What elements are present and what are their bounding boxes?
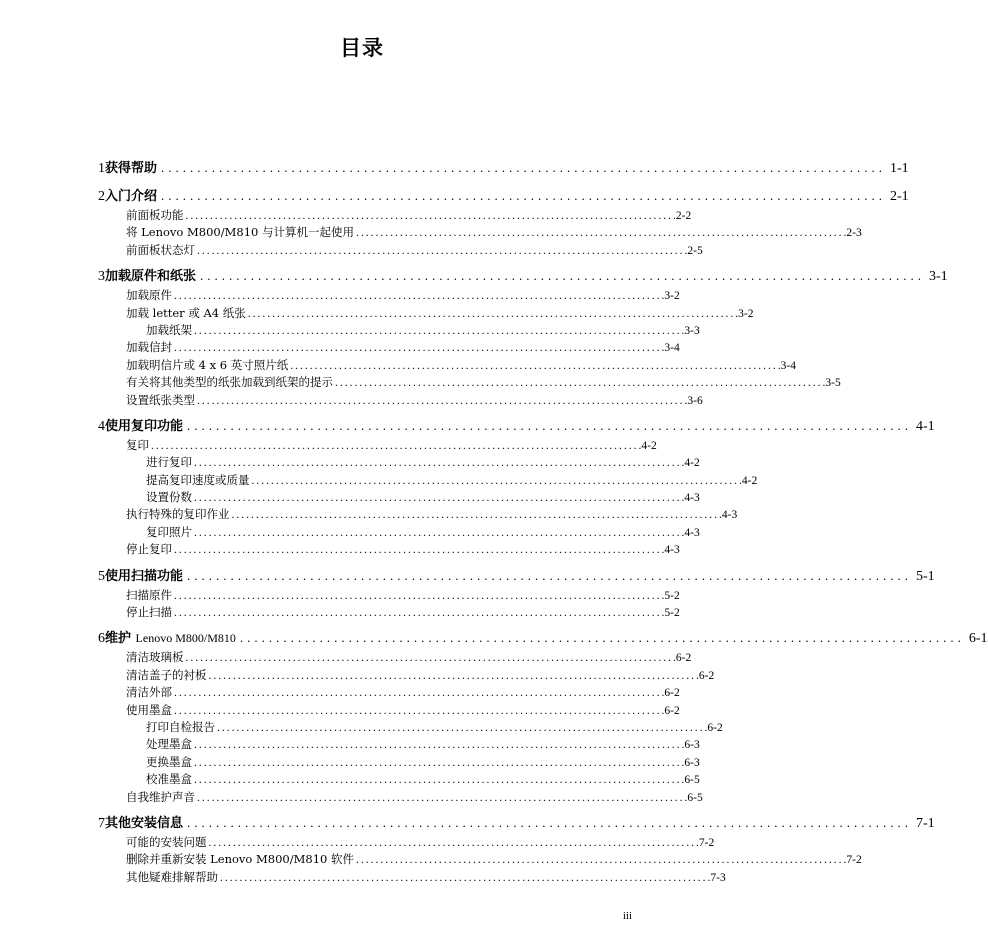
entry-title: 更换墨盒 — [146, 754, 192, 769]
page-number: iii — [622, 910, 632, 922]
toc-entry[interactable] — [98, 649, 692, 666]
toc-chapter[interactable] — [98, 265, 948, 287]
entry-page: .6-5 — [681, 774, 700, 787]
toc-entry[interactable] — [98, 667, 715, 684]
toc-subentry[interactable] — [98, 524, 700, 541]
chapter-title: 获得帮助 — [105, 161, 158, 176]
chapter-number: 1 — [98, 161, 105, 176]
dot-leader: .................................................................................................... — [208, 836, 696, 849]
entry-page: .4-2 — [739, 474, 758, 487]
toc-chapter[interactable] — [98, 627, 988, 649]
dot-leader: .................................................................................................... — [151, 439, 639, 452]
entry-title: 提高复印速度或质量 — [146, 472, 250, 487]
toc-entry[interactable] — [98, 374, 841, 391]
dot-leader: .................................................................................................... — [194, 457, 682, 470]
toc-subentry[interactable] — [98, 489, 700, 506]
chapter-title: 入门介绍 — [105, 189, 158, 204]
dot-leader: .................................................................................................... — [194, 756, 682, 769]
dot-leader: .................................................................................................... — [231, 509, 719, 522]
entry-page: .5-2 — [661, 589, 680, 602]
entry-page: .4-3 — [661, 544, 680, 557]
dot-leader: .................................................................................................... — [185, 210, 673, 222]
entry-page: .6-5 — [684, 791, 703, 804]
dot-leader: .................................................................................................... — [355, 854, 844, 867]
entry-page: .3-4 — [777, 359, 796, 372]
entry-page: .2-2 — [673, 210, 692, 222]
chapter-page: 2-1 — [890, 189, 909, 204]
entry-page: .6-2 — [696, 669, 715, 682]
entry-title: 复印照片 — [146, 524, 192, 539]
entry-title: 处理墨盒 — [146, 737, 192, 752]
chapter-page: 4-1 — [916, 418, 935, 434]
chapter-title: 维护 Lenovo M800/M810 — [105, 631, 236, 647]
dot-leader: .................................................................................................... — [187, 417, 913, 433]
chapter-title: 使用复印功能 — [105, 418, 184, 434]
toc-entry[interactable] — [98, 437, 657, 454]
entry-page: .4-3 — [681, 526, 700, 539]
toc-subentry[interactable] — [98, 454, 700, 471]
entry-title: 打印自检报告 — [146, 719, 215, 734]
toc-subentry[interactable] — [98, 322, 700, 339]
dot-leader: .................................................................................................... — [194, 492, 682, 505]
entry-title: 停止扫描 — [126, 605, 172, 620]
entry-page: .3-2 — [735, 307, 754, 320]
entry-page: .3-5 — [822, 377, 841, 390]
entry-page: .3-6 — [684, 394, 703, 407]
dot-leader: .................................................................................................... — [187, 567, 913, 583]
entry-title: 加载纸架 — [146, 322, 192, 337]
entry-title: 删除并重新安装 Lenovo M800/M810 软件 — [126, 852, 354, 867]
entry-title: 将 Lenovo M800/M810 与计算机一起使用 — [126, 225, 354, 240]
toc-subentry[interactable] — [98, 472, 758, 489]
entry-title: 加载明信片或 4 x 6 英寸照片纸 — [126, 357, 289, 372]
entry-title: 复印 — [126, 437, 149, 452]
dot-leader: .................................................................................................... — [194, 774, 682, 787]
toc-chapter[interactable] — [98, 812, 935, 834]
dot-leader: .................................................................................................... — [239, 630, 965, 646]
entry-title: 清洁盖子的衬板 — [126, 667, 207, 682]
chapter-page: 3-1 — [929, 269, 948, 285]
dot-leader: .................................................................................................... — [355, 227, 844, 240]
entry-page: .2-3 — [843, 227, 862, 240]
entry-page: .7-2 — [843, 854, 862, 867]
toc-entry[interactable] — [98, 392, 703, 409]
entry-page: .3-2 — [661, 290, 680, 303]
toc-entry[interactable] — [98, 587, 680, 604]
dot-leader: .................................................................................................... — [251, 474, 739, 487]
entry-title: 校准墨盒 — [146, 772, 192, 787]
entry-title: 设置纸张类型 — [126, 392, 195, 407]
chapter-number: 7 — [98, 815, 105, 831]
entry-page: .6-2 — [673, 652, 692, 665]
entry-page: .3-3 — [681, 324, 700, 337]
chapter-title: 使用扫描功能 — [105, 568, 184, 584]
entry-title: 其他疑难排解帮助 — [126, 869, 218, 884]
toc-subentry[interactable] — [98, 771, 700, 788]
chapter-number: 6 — [98, 631, 105, 647]
entry-title: 前面板状态灯 — [126, 242, 195, 257]
entry-page: .4-2 — [638, 439, 657, 452]
toc-entry[interactable] — [98, 305, 754, 322]
entry-title: 加载 letter 或 A4 纸张 — [126, 305, 246, 320]
dot-leader: .................................................................................................... — [174, 687, 662, 700]
toc-chapter[interactable] — [98, 565, 935, 587]
dot-leader: .................................................................................................... — [220, 871, 708, 884]
chapter-number: 3 — [98, 269, 105, 285]
dot-leader: .................................................................................................... — [161, 188, 887, 203]
entry-title: 清洁玻璃板 — [126, 650, 184, 665]
toc-subentry[interactable] — [98, 719, 723, 736]
chapter-page: 6-1 — [968, 631, 988, 647]
entry-page: .4-3 — [681, 492, 700, 505]
chapter-number: 5 — [98, 568, 105, 584]
entry-page: .4-2 — [681, 457, 700, 470]
entry-title: 有关将其他类型的纸张加载到纸架的提示 — [126, 375, 333, 390]
dot-leader: .................................................................................................... — [174, 589, 662, 602]
entry-page: .5-2 — [661, 607, 680, 620]
entry-page: .7-2 — [696, 836, 715, 849]
dot-leader: .................................................................................................... — [194, 739, 682, 752]
toc-entry[interactable] — [98, 789, 703, 806]
entry-page: .2-5 — [684, 244, 703, 257]
entry-title: 设置份数 — [146, 490, 192, 505]
entry-title: 可能的安装问题 — [126, 834, 207, 849]
entry-page: .6-2 — [661, 687, 680, 700]
chapter-number: 2 — [98, 189, 105, 204]
chapter-subtitle: Lenovo M800/M810 — [135, 631, 236, 646]
toc-entry[interactable] — [98, 604, 680, 621]
toc-entry[interactable] — [98, 357, 796, 374]
dot-leader: .................................................................................................... — [194, 324, 682, 337]
dot-leader: .................................................................................................... — [200, 268, 926, 284]
entry-title: 扫描原件 — [126, 587, 172, 602]
toc-entry[interactable] — [98, 242, 703, 259]
chapter-number: 4 — [98, 418, 105, 434]
toc-entry[interactable] — [98, 224, 862, 241]
dot-leader: .................................................................................................... — [194, 526, 682, 539]
dot-leader: .................................................................................................... — [290, 359, 778, 372]
toc-entry[interactable] — [98, 541, 680, 558]
dot-leader: .................................................................................................... — [185, 652, 673, 665]
entry-page: .3-4 — [661, 342, 680, 355]
toc-chapter[interactable] — [98, 157, 909, 179]
toc-entry[interactable] — [98, 339, 680, 356]
dot-leader: .................................................................................................... — [174, 544, 662, 557]
dot-leader: .................................................................................................... — [217, 721, 705, 734]
chapter-title: 加载原件和纸张 — [105, 269, 197, 285]
table-of-contents — [98, 157, 988, 886]
toc-entry[interactable] — [98, 702, 680, 719]
page-title: 目录 — [340, 36, 384, 60]
dot-leader: .................................................................................................... — [174, 342, 662, 355]
toc-entry[interactable] — [98, 834, 715, 851]
toc-entry[interactable] — [98, 506, 738, 523]
dot-leader: .................................................................................................... — [174, 607, 662, 620]
toc-subentry[interactable] — [98, 736, 700, 753]
entry-title: 自我维护声音 — [126, 789, 195, 804]
dot-leader: .................................................................................................... — [197, 394, 685, 407]
chapter-title: 其他安装信息 — [105, 815, 184, 831]
entry-page: .6-3 — [681, 756, 700, 769]
entry-title: 执行特殊的复印作业 — [126, 507, 230, 522]
entry-title: 使用墨盒 — [126, 702, 172, 717]
dot-leader: .................................................................................................... — [197, 791, 685, 804]
dot-leader: .................................................................................................... — [161, 160, 887, 175]
dot-leader: .................................................................................................... — [187, 814, 913, 830]
dot-leader: .................................................................................................... — [197, 244, 685, 257]
entry-page: .6-3 — [681, 739, 700, 752]
chapter-page: 5-1 — [916, 568, 935, 584]
entry-title: 前面板功能 — [126, 208, 184, 222]
toc-entry[interactable] — [98, 869, 726, 886]
entry-page: .7-3 — [707, 871, 726, 884]
dot-leader: .................................................................................................... — [174, 704, 662, 717]
toc-subentry[interactable] — [98, 754, 700, 771]
toc-chapter[interactable] — [98, 185, 909, 207]
entry-title: 进行复印 — [146, 455, 192, 470]
entry-title: 停止复印 — [126, 542, 172, 557]
toc-entry[interactable] — [98, 684, 680, 701]
entry-title: 加载信封 — [126, 340, 172, 355]
entry-page: .4-3 — [719, 509, 738, 522]
chapter-page: 7-1 — [916, 815, 935, 831]
entry-title: 清洁外部 — [126, 685, 172, 700]
entry-page: .6-2 — [704, 721, 723, 734]
chapter-page: 1-1 — [890, 161, 909, 176]
entry-page: .6-2 — [661, 704, 680, 717]
dot-leader: .................................................................................................... — [208, 669, 696, 682]
dot-leader: .................................................................................................... — [335, 377, 823, 390]
toc-entry[interactable] — [98, 207, 692, 224]
toc-entry[interactable] — [98, 287, 680, 304]
dot-leader: .................................................................................................... — [247, 307, 736, 320]
entry-title: 加载原件 — [126, 288, 172, 303]
dot-leader: .................................................................................................... — [174, 290, 662, 303]
toc-entry[interactable] — [98, 851, 862, 868]
toc-chapter[interactable] — [98, 415, 935, 437]
